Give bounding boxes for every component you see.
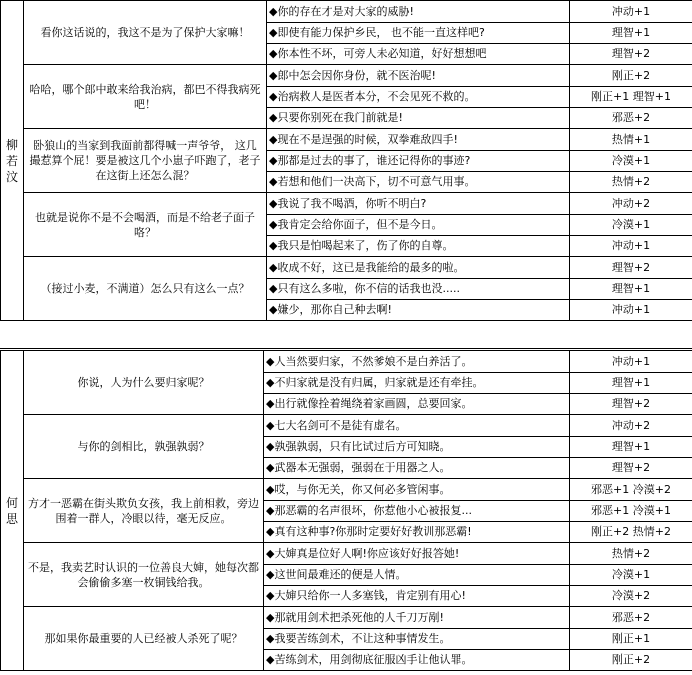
reply-option: ◆大婶只给你一人多塞钱，肯定别有用心! [264, 586, 570, 607]
reply-option: ◆真有这种事?你那时定要好好教训那恶霸! [264, 522, 570, 543]
reply-option: ◆现在不是逞强的时候，双拳难敌四手! [267, 129, 570, 151]
reply-option: ◆你本性不坏，可旁人未必知道，好好想想吧 [267, 44, 570, 65]
reply-option: ◆出行就像拴着绳绕着家画圆，总要回家。 [264, 394, 570, 415]
attribute-effect: 刚正+1 理智+1 [570, 87, 692, 108]
reply-option: ◆即使有能力保护乡民， 也不能一直这样吧? [267, 23, 570, 44]
section-table-2 [0, 350, 692, 671]
reply-option: ◆大婶真是位好人啊!你应该好好报答她! [264, 543, 570, 565]
attribute-effect: 热情+2 [570, 543, 692, 565]
reply-option: ◆我要苦练剑术，不让这种事情发生。 [264, 629, 570, 650]
attribute-effect: 冲动+2 [570, 415, 692, 437]
table-row [1, 543, 692, 565]
reply-option: ◆你的存在才是对大家的威胁! [267, 1, 570, 23]
attribute-effect: 热情+2 [570, 172, 692, 193]
reply-option: ◆那恶霸的名声很坏，你惹他小心被报复... [264, 501, 570, 522]
attribute-effect: 理智+1 [570, 279, 692, 300]
attribute-effect: 理智+2 [570, 257, 692, 279]
table-row [1, 193, 692, 215]
table-row [1, 415, 692, 437]
attribute-effect: 热情+1 [570, 129, 692, 151]
table-row [1, 65, 692, 87]
attribute-effect: 理智+2 [570, 394, 692, 415]
attribute-effect: 刚正+1 [570, 629, 692, 650]
reply-option: ◆不归家就是没有归属，归家就是还有牵挂。 [264, 373, 570, 394]
attribute-effect: 理智+1 [570, 437, 692, 458]
reply-option: ◆武器本无强弱，强弱在于用器之人。 [264, 458, 570, 479]
dialog-question: 看你这话说的，我这不是为了保护大家嘛！ [24, 1, 267, 65]
dialog-question: （接过小麦，不满道）怎么只有这么一点？ [24, 257, 267, 321]
attribute-effect: 理智+2 [570, 44, 692, 65]
attribute-effect: 冲动+1 [570, 300, 692, 321]
table-row [1, 479, 692, 501]
reply-option: ◆那就用剑术把杀死他的人千刀万剐! [264, 607, 570, 629]
character-name: 柳 若 汶 [1, 1, 24, 321]
dialog-question: 不是，我卖艺时认识的一位善良大婶，她每次都会偷偷多塞一枚铜钱给我。 [24, 543, 264, 607]
reply-option: ◆治病救人是医者本分，不会见死不救的。 [267, 87, 570, 108]
reply-option: ◆我只是怕喝起来了，伤了你的自尊。 [267, 236, 570, 257]
attribute-effect: 冷漠+1 [570, 565, 692, 586]
reply-option: ◆那都是过去的事了，谁还记得你的事迹? [267, 151, 570, 172]
dialog-question: 卧狼山的当家到我面前都得喊一声爷爷， 这几撮惹算个屁！要是被这几个小崽子吓跑了，老子在这街上还怎么混？ [24, 129, 267, 193]
dialog-question: 你说，人为什么要归家呢？ [24, 351, 264, 415]
attribute-effect: 冲动+1 [570, 236, 692, 257]
attribute-effect: 冷漠+1 [570, 215, 692, 236]
dialog-question: 与你的剑相比，孰强孰弱？ [24, 415, 264, 479]
reply-option: ◆只要你别死在我门前就是! [267, 108, 570, 129]
dialog-question: 那如果你最重要的人已经被人杀死了呢？ [24, 607, 264, 671]
table-row [1, 351, 692, 373]
character-name: 何 思 [1, 351, 24, 671]
attribute-effect: 邪恶+1 冷漠+1 [570, 501, 692, 522]
reply-option: ◆人当然要归家，不然爹娘不是白养活了。 [264, 351, 570, 373]
dialog-question: 也就是说你不是不会喝酒，而是不给老子面子咯？ [24, 193, 267, 257]
reply-option: ◆嫌少，那你自己种去啊! [267, 300, 570, 321]
attribute-effect: 冷漠+2 [570, 586, 692, 607]
reply-option: ◆孰强孰弱，只有比试过后方可知晓。 [264, 437, 570, 458]
dialog-question: 哈哈，哪个郎中敢来给我治病，都巴不得我病死吧！ [24, 65, 267, 129]
table-row [1, 607, 692, 629]
attribute-effect: 邪恶+1 冷漠+2 [570, 479, 692, 501]
reply-option: ◆苦练剑术，用剑彻底征服凶手让他认罪。 [264, 650, 570, 671]
attribute-effect: 刚正+2 [570, 65, 692, 87]
attribute-effect: 邪恶+2 [570, 607, 692, 629]
table-row [1, 129, 692, 151]
reply-option: ◆只有这么多啦，你不信的话我也没..... [267, 279, 570, 300]
dialog-question: 方才一恶霸在街头欺负女孩，我上前相救，旁边围着一群人，冷眼以待，毫无反应。 [24, 479, 264, 543]
reply-option: ◆这世间最难还的便是人情。 [264, 565, 570, 586]
table-row [1, 1, 692, 23]
table-row [1, 257, 692, 279]
attribute-effect: 冷漠+1 [570, 151, 692, 172]
section-divider [0, 348, 692, 349]
attribute-effect: 冲动+1 [570, 1, 692, 23]
attribute-effect: 冲动+2 [570, 193, 692, 215]
attribute-effect: 理智+2 [570, 458, 692, 479]
reply-option: ◆哎，与你无关，你又何必多管闲事。 [264, 479, 570, 501]
attribute-effect: 理智+1 [570, 373, 692, 394]
reply-option: ◆若想和他们一决高下，切不可意气用事。 [267, 172, 570, 193]
attribute-effect: 理智+1 [570, 23, 692, 44]
attribute-effect: 邪恶+2 [570, 108, 692, 129]
reply-option: ◆我肯定会给你面子，但不是今日。 [267, 215, 570, 236]
reply-option: ◆我说了我不喝酒，你听不明白? [267, 193, 570, 215]
attribute-effect: 刚正+2 热情+2 [570, 522, 692, 543]
attribute-effect: 冲动+1 [570, 351, 692, 373]
attribute-effect: 刚正+2 [570, 650, 692, 671]
section-table-1 [0, 0, 692, 321]
reply-option: ◆收成不好，这已是我能给的最多的啦。 [267, 257, 570, 279]
reply-option: ◆郎中怎会因你身份，就不医治呢! [267, 65, 570, 87]
reply-option: ◆七大名剑可不是徒有虚名。 [264, 415, 570, 437]
